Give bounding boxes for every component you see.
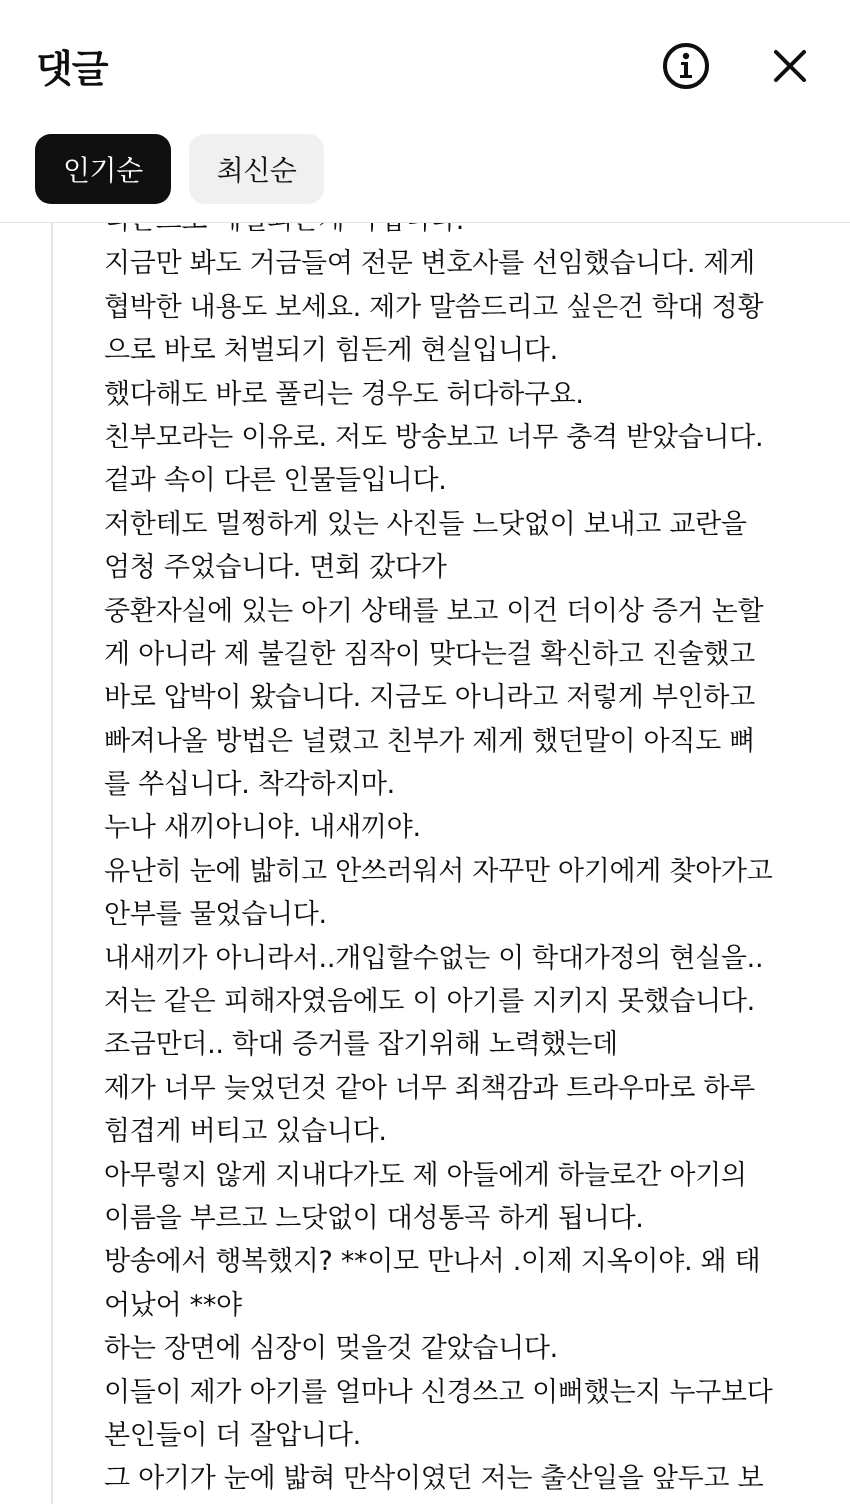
comment-line: 중환자실에 있는 아기 상태를 보고 이건 더이상 증거 논할 [104, 595, 764, 627]
comment-line: 힘겹게 버티고 있습니다. [104, 1116, 387, 1148]
comment-line: 방송에서 행복했지? **이모 만나서 .이제 지옥이야. 왜 태 [104, 1246, 761, 1278]
comment-line: 친부모라는 이유로. 저도 방송보고 너무 충격 받았습니다. [104, 421, 764, 453]
comment-line: 겉과 속이 다른 인물들입니다. [104, 465, 447, 497]
comments-header [0, 0, 850, 223]
comment-text [104, 199, 804, 1501]
info-circle-icon [661, 41, 711, 91]
comment-line: 지금만 봐도 거금들여 전문 변호사를 선임했습니다. 제게 [104, 248, 755, 280]
comment-line: 이들이 제가 아기를 얼마나 신경쓰고 이뻐했는지 누구보다 [104, 1376, 773, 1408]
comment-line: 를 쑤십니다. 착각하지마. [104, 769, 395, 801]
comment-line: 저는 같은 피해자였음에도 이 아기를 지키지 못했습니다. [104, 986, 755, 1018]
close-icon [770, 46, 810, 86]
comment-line: 누나 새끼아니야. 내새끼야. [104, 812, 421, 844]
comment-line: 내새끼가 아니라서..개입할수없는 이 학대가정의 현실을.. [104, 942, 764, 974]
comment-line: 빠져나올 방법은 널렸고 친부가 제게 했던말이 아직도 뼈 [104, 725, 755, 757]
comment-line: 협박한 내용도 보세요. 제가 말씀드리고 싶은건 학대 정황 [104, 291, 764, 323]
comment-line: 그 아기가 눈에 밟혀 만삭이였던 저는 출산일을 앞두고 보 [104, 1463, 764, 1495]
comment-line: 했다해도 바로 풀리는 경우도 허다하구요. [104, 378, 584, 410]
comment-line: 이름을 부르고 느닷없이 대성통곡 하게 됩니다. [104, 1202, 644, 1234]
comment-line: 본인들이 더 잘압니다. [104, 1419, 361, 1451]
sort-tab-newest[interactable]: 최신순 [189, 134, 325, 204]
comment-line: 안부를 물었습니다. [104, 899, 327, 931]
comment-line: 바로 압박이 왔습니다. 지금도 아니라고 저렇게 부인하고 [104, 682, 755, 714]
sort-tabs [35, 134, 324, 204]
comment-line: 조금만더.. 학대 증거를 잡기위해 노력했는데 [104, 1029, 618, 1061]
comment-line: 어났어 **야 [104, 1289, 242, 1321]
close-button[interactable] [762, 38, 818, 94]
comment-line: 으로 바로 처벌되기 힘든게 현실입니다. [104, 335, 558, 367]
comment-line: 유난히 눈에 밟히고 안쓰러워서 자꾸만 아기에게 찾아가고 [104, 855, 773, 887]
info-button[interactable] [658, 38, 714, 94]
panel-title: 댓글 [36, 47, 108, 91]
comment-line: 게 아니라 제 불길한 짐작이 맞다는걸 확신하고 진술했고 [104, 638, 755, 670]
comment-line: 제가 너무 늦었던것 같아 너무 죄책감과 트라우마로 하루 [104, 1072, 755, 1104]
comment-line: 하는 장면에 심장이 멎을것 같았습니다. [104, 1333, 558, 1365]
comment-line: 저한테도 멀쩡하게 있는 사진들 느닷없이 보내고 교란을 [104, 508, 747, 540]
comment-line: 엄청 주었습니다. 면회 갔다가 [104, 552, 447, 584]
reply-thread-line [51, 222, 53, 1504]
sort-tab-popular[interactable]: 인기순 [35, 134, 171, 204]
comment-line: 아무렇지 않게 지내다가도 제 아들에게 하늘로간 아기의 [104, 1159, 747, 1191]
